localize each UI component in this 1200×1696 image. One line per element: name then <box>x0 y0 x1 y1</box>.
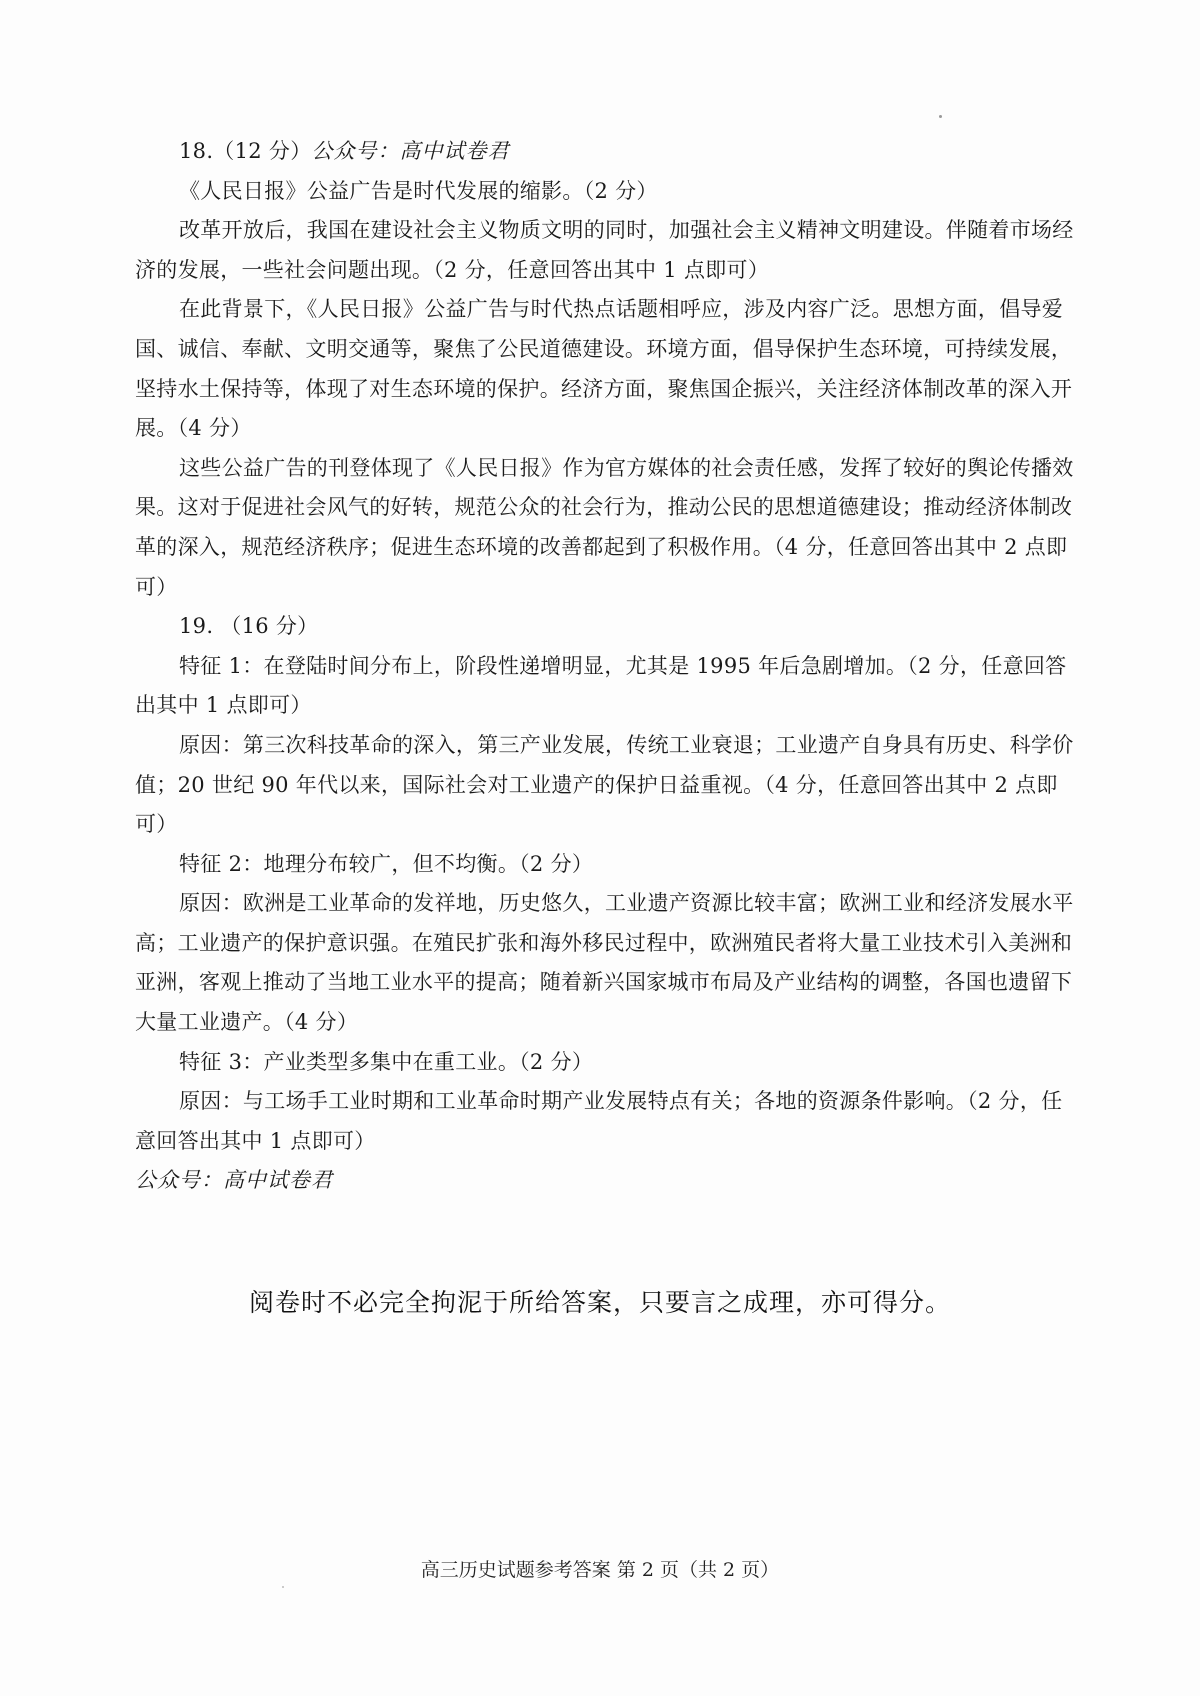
q19-paragraph: 原因：与工场手工业时期和工业革命时期产业发展特点有关；各地的资源条件影响。（2 分，任意回答出其中 1 点即可） <box>135 1089 1063 1153</box>
brand-watermark-footer: 公众号：高中试卷君 <box>135 1168 333 1193</box>
scan-speck <box>939 115 942 118</box>
brand-watermark-inline: 公众号：高中试卷君 <box>311 139 510 163</box>
q19-paragraph: 原因：第三次科技革命的深入，第三产业发展，传统工业衰退；工业遗产自身具有历史、科学价值；20 世纪 90 年代以来，国际社会对工业遗产的保护日益重视。（4 分，任意回答出其中 2 点即可） <box>135 732 1074 837</box>
question-19-header: 19. （16 分） <box>179 614 319 639</box>
q19-paragraph: 特征 1：在登陆时间分布上，阶段性递增明显，尤其是 1995 年后急剧增加。（2 分，任意回答出其中 1 点即可） <box>135 653 1067 718</box>
question-18-number: 18.（12 分） <box>179 139 312 163</box>
answer-content <box>135 132 1075 1201</box>
q19-paragraph: 特征 3：产业类型多集中在重工业。（2 分） <box>179 1049 594 1074</box>
question-18-header <box>135 132 1075 172</box>
q19-paragraph: 原因：欧洲是工业革命的发祥地，历史悠久，工业遗产资源比较丰富；欧洲工业和经济发展水平高；工业遗产的保护意识强。在殖民扩张和海外移民过程中，欧洲殖民者将大量工业技术引入美洲和亚洲，客观上推动了当地工业水平的提高；随着新兴国家城市布局及产业结构的调整，各国也遗留下大量工业遗产。（4 分） <box>135 891 1074 1035</box>
q18-paragraph: 这些公益广告的刊登体现了《人民日报》作为官方媒体的社会责任感，发挥了较好的舆论传播效果。这对于促进社会风气的好转，规范公众的社会行为，推动公民的思想道德建设；推动经济体制改革的深入，规范经济秩序；促进生态环境的改善都起到了积极作用。（4 分，任意回答出其中 2 点即可） <box>135 455 1074 599</box>
q18-paragraph: 在此背景下，《人民日报》公益广告与时代热点话题相呼应，涉及内容广泛。思想方面，倡导爱国、诚信、奉献、文明交通等，聚焦了公民道德建设。环境方面，倡导保护生态环境，可持续发展，坚持水土保持等，体现了对生态环境的保护。经济方面，聚焦国企振兴，关注经济体制改革的深入开展。（4 分） <box>135 297 1073 441</box>
q19-paragraph: 特征 2：地理分布较广，但不均衡。（2 分） <box>179 851 594 876</box>
grading-note: 阅卷时不必完全拘泥于所给答案，只要言之成理，亦可得分。 <box>248 1288 951 1317</box>
scan-speck <box>282 1586 284 1588</box>
q18-paragraph: 《人民日报》公益广告是时代发展的缩影。（2 分） <box>179 178 658 203</box>
q18-paragraph: 改革开放后，我国在建设社会主义物质文明的同时，加强社会主义精神文明建设。伴随着市场经济的发展，一些社会问题出现。（2 分，任意回答出其中 1 点即可） <box>135 218 1074 282</box>
page-footer: 高三历史试题参考答案 第 2 页（共 2 页） <box>420 1559 780 1581</box>
